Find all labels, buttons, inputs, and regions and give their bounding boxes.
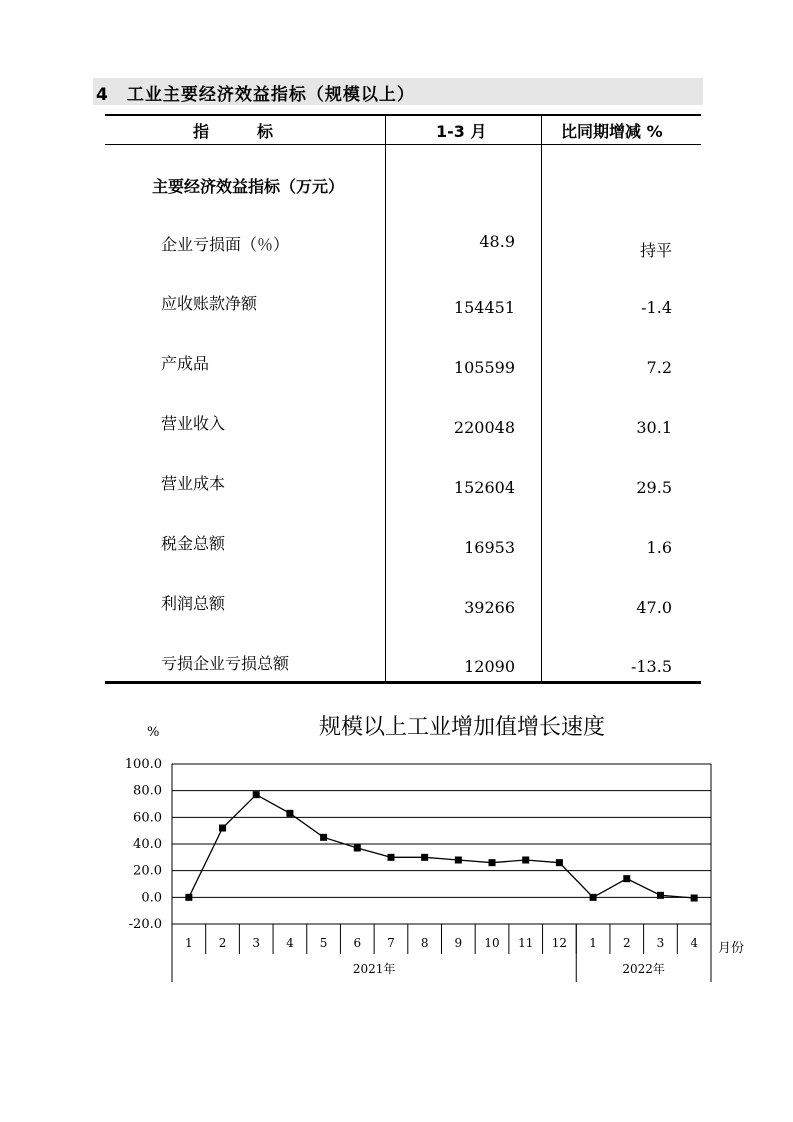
row-label: 营业收入 [161, 414, 226, 433]
data-point-marker [691, 895, 698, 902]
row-label: 亏损企业亏损总额 [161, 654, 290, 673]
data-point-marker [286, 810, 293, 817]
row-change: 30.1 [636, 418, 672, 437]
data-point-marker [387, 854, 394, 861]
data-point-marker [455, 857, 462, 864]
x-tick-label: 6 [353, 936, 362, 950]
y-tick-label: 20.0 [133, 863, 162, 879]
year-group-label: 2022年 [622, 962, 665, 976]
row-value: 105599 [453, 358, 515, 377]
table-subhead: 主要经济效益指标（万元） [152, 177, 345, 196]
x-tick-label: 3 [252, 936, 261, 950]
y-tick-label: 100.0 [124, 757, 162, 772]
x-tick-label: 2 [218, 936, 227, 950]
x-tick-label: 4 [690, 936, 698, 950]
header-period: 1-3 月 [436, 122, 487, 141]
row-value: 39266 [464, 598, 515, 617]
data-point-marker [219, 825, 226, 832]
x-tick-label: 10 [484, 936, 500, 950]
x-tick-label: 1 [589, 936, 597, 950]
row-label: 利润总额 [161, 594, 226, 613]
y-tick-label: -20.0 [128, 917, 162, 932]
row-change: 持平 [639, 241, 672, 260]
row-label: 税金总额 [161, 534, 226, 553]
data-point-marker [590, 894, 597, 901]
series-layer [185, 791, 697, 901]
row-value: 220048 [453, 418, 515, 437]
row-value: 16953 [464, 538, 515, 557]
row-change: 1.6 [646, 538, 672, 557]
x-tick-label: 11 [518, 936, 534, 950]
data-point-marker [354, 845, 361, 852]
year-group-label: 2021年 [352, 962, 396, 976]
section-title: 4 工业主要经济效益指标（规模以上） [96, 85, 415, 105]
data-point-marker [522, 857, 529, 864]
row-label: 营业成本 [161, 474, 226, 493]
table-bottom-rule [105, 681, 701, 684]
row-label: 产成品 [161, 354, 210, 373]
row-label: 应收账款净额 [161, 294, 258, 313]
growth-line-chart [0, 700, 793, 1000]
x-tick-label: 7 [387, 936, 395, 950]
row-value: 12090 [464, 657, 515, 676]
x-tick-label: 2 [622, 936, 631, 950]
data-point-marker [185, 894, 192, 901]
row-value: 48.9 [479, 232, 515, 251]
table-header-rule [105, 144, 701, 145]
series-line [189, 795, 694, 898]
row-value: 152604 [453, 478, 515, 497]
header-change: 比同期增减 % [561, 122, 663, 141]
y-tick-labels [125, 757, 162, 932]
x-tick-label: 9 [454, 936, 463, 950]
y-tick-label: 60.0 [133, 810, 162, 826]
row-change: -1.4 [641, 298, 672, 317]
x-axis-unit-label: 月份 [718, 941, 745, 956]
data-point-marker [421, 854, 428, 861]
row-change: 29.5 [636, 478, 672, 497]
indicators-table [105, 114, 701, 684]
row-change: 47.0 [636, 598, 672, 617]
row-value: 154451 [453, 298, 515, 317]
row-change: 7.2 [646, 358, 672, 377]
x-tick-label: 5 [319, 936, 328, 950]
x-tick-label: 12 [551, 936, 568, 950]
y-tick-label: 0.0 [141, 890, 162, 906]
data-point-marker [623, 875, 630, 882]
y-tick-label: 80.0 [133, 783, 162, 799]
x-tick-label: 1 [185, 936, 193, 950]
x-tick-label: 8 [420, 936, 429, 950]
header-indicator: 指 标 [193, 122, 274, 141]
data-point-marker [657, 892, 664, 899]
row-change: -13.5 [630, 657, 672, 676]
data-point-marker [556, 859, 563, 866]
x-tick-label: 3 [656, 936, 665, 950]
chart-title: 规模以上工业增加值增长速度 [318, 715, 606, 740]
data-point-marker [253, 791, 260, 798]
x-category-axis [185, 924, 698, 982]
data-point-marker [489, 859, 496, 866]
table-top-rule [105, 114, 701, 116]
y-tick-label: 40.0 [133, 837, 162, 852]
data-point-marker [320, 834, 327, 841]
x-tick-label: 4 [286, 936, 294, 950]
row-label: 企业亏损面（％） [161, 235, 290, 254]
y-axis-unit-label: % [147, 725, 160, 740]
